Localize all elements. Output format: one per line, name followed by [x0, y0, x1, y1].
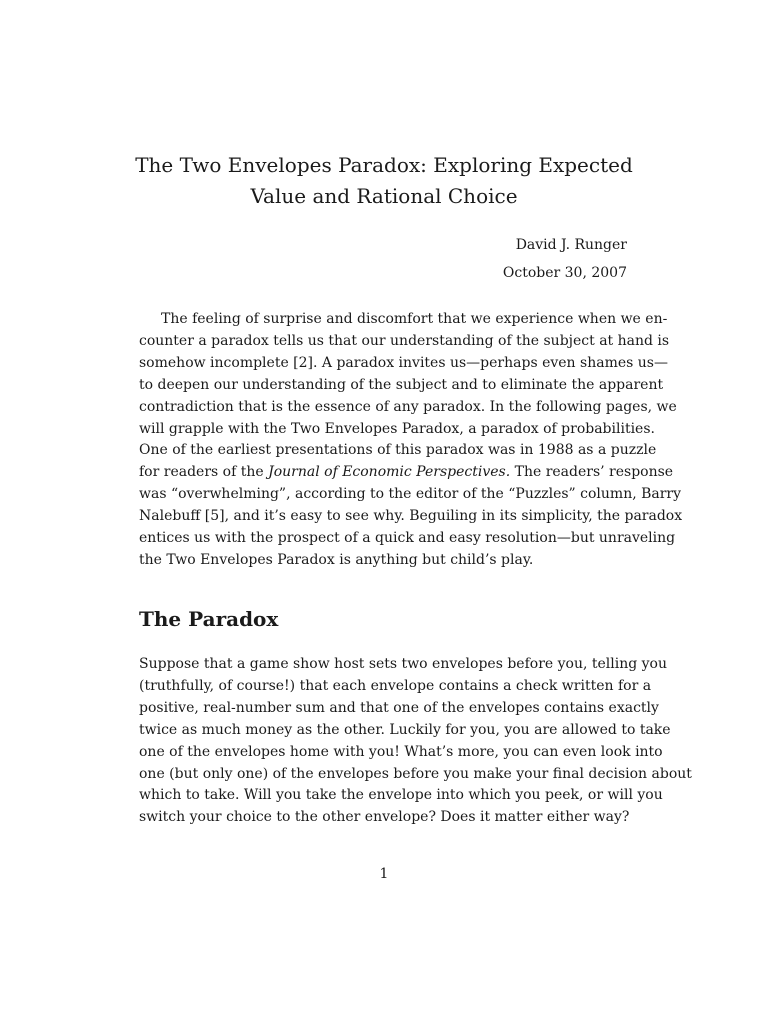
paradox-line: which to take. Will you take the envelope into which you peek, or will you — [139, 787, 663, 804]
paradox-line: twice as much money as the other. Luckily for you, you are allowed to take — [139, 721, 671, 738]
intro-line: the Two Envelopes Paradox is anything but child’s play. — [139, 551, 534, 568]
intro-line: Nalebuff [5], and it’s easy to see why. Beguiling in its simplicity, the paradox — [139, 508, 683, 525]
paradox-line: Suppose that a game show host sets two envelopes before you, telling you — [139, 656, 668, 672]
intro-line: to deepen our understanding of the subject and to eliminate the apparent — [139, 376, 664, 393]
publication-date: October 30, 2007 — [502, 265, 627, 281]
page-number: 1 — [379, 866, 389, 882]
paper-title-line-1: The Two Envelopes Paradox: Exploring Expected — [135, 153, 633, 177]
intro-text: for readers of the — [139, 464, 269, 481]
intro-line: was “overwhelming”, according to the editor of the “Puzzles” column, Barry — [139, 486, 682, 503]
intro-line: somehow incomplete [2]. A paradox invites us—perhaps even shames us— — [139, 354, 668, 371]
intro-line — [139, 462, 674, 484]
intro-paragraph — [139, 309, 683, 572]
paradox-paragraph — [139, 654, 692, 829]
paradox-line: one of the envelopes home with you! What’s more, you can even look into — [139, 743, 663, 760]
paradox-line: (truthfully, of course!) that each envelope contains a check written for a — [139, 677, 652, 694]
paper-title-line-2: Value and Rational Choice — [250, 184, 518, 208]
intro-line: will grapple with the Two Envelopes Paradox, a paradox of probabilities. — [139, 420, 655, 437]
intro-line: The feeling of surprise and discomfort that we experience when we en- — [161, 311, 668, 327]
intro-line: entices us with the prospect of a quick and easy resolution—but unraveling — [139, 530, 676, 547]
intro-line: contradiction that is the essence of any paradox. In the following pages, we — [139, 398, 677, 415]
paradox-line: positive, real-number sum and that one of the envelopes contains exactly — [139, 699, 659, 716]
author-name: David J. Runger — [515, 237, 627, 253]
paradox-line: one (but only one) of the envelopes before you make your final decision about — [139, 765, 692, 782]
intro-text: The readers’ response — [510, 464, 674, 481]
intro-line: counter a paradox tells us that our understanding of the subject at hand is — [139, 332, 670, 349]
paradox-line: switch your choice to the other envelope? Does it matter either way? — [139, 809, 630, 826]
paper-title — [120, 150, 648, 212]
intro-line: One of the earliest presentations of this paradox was in 1988 as a puzzle — [139, 442, 657, 459]
journal-title: Journal of Economic Perspectives. — [268, 464, 511, 481]
section-heading: The Paradox — [139, 607, 279, 631]
